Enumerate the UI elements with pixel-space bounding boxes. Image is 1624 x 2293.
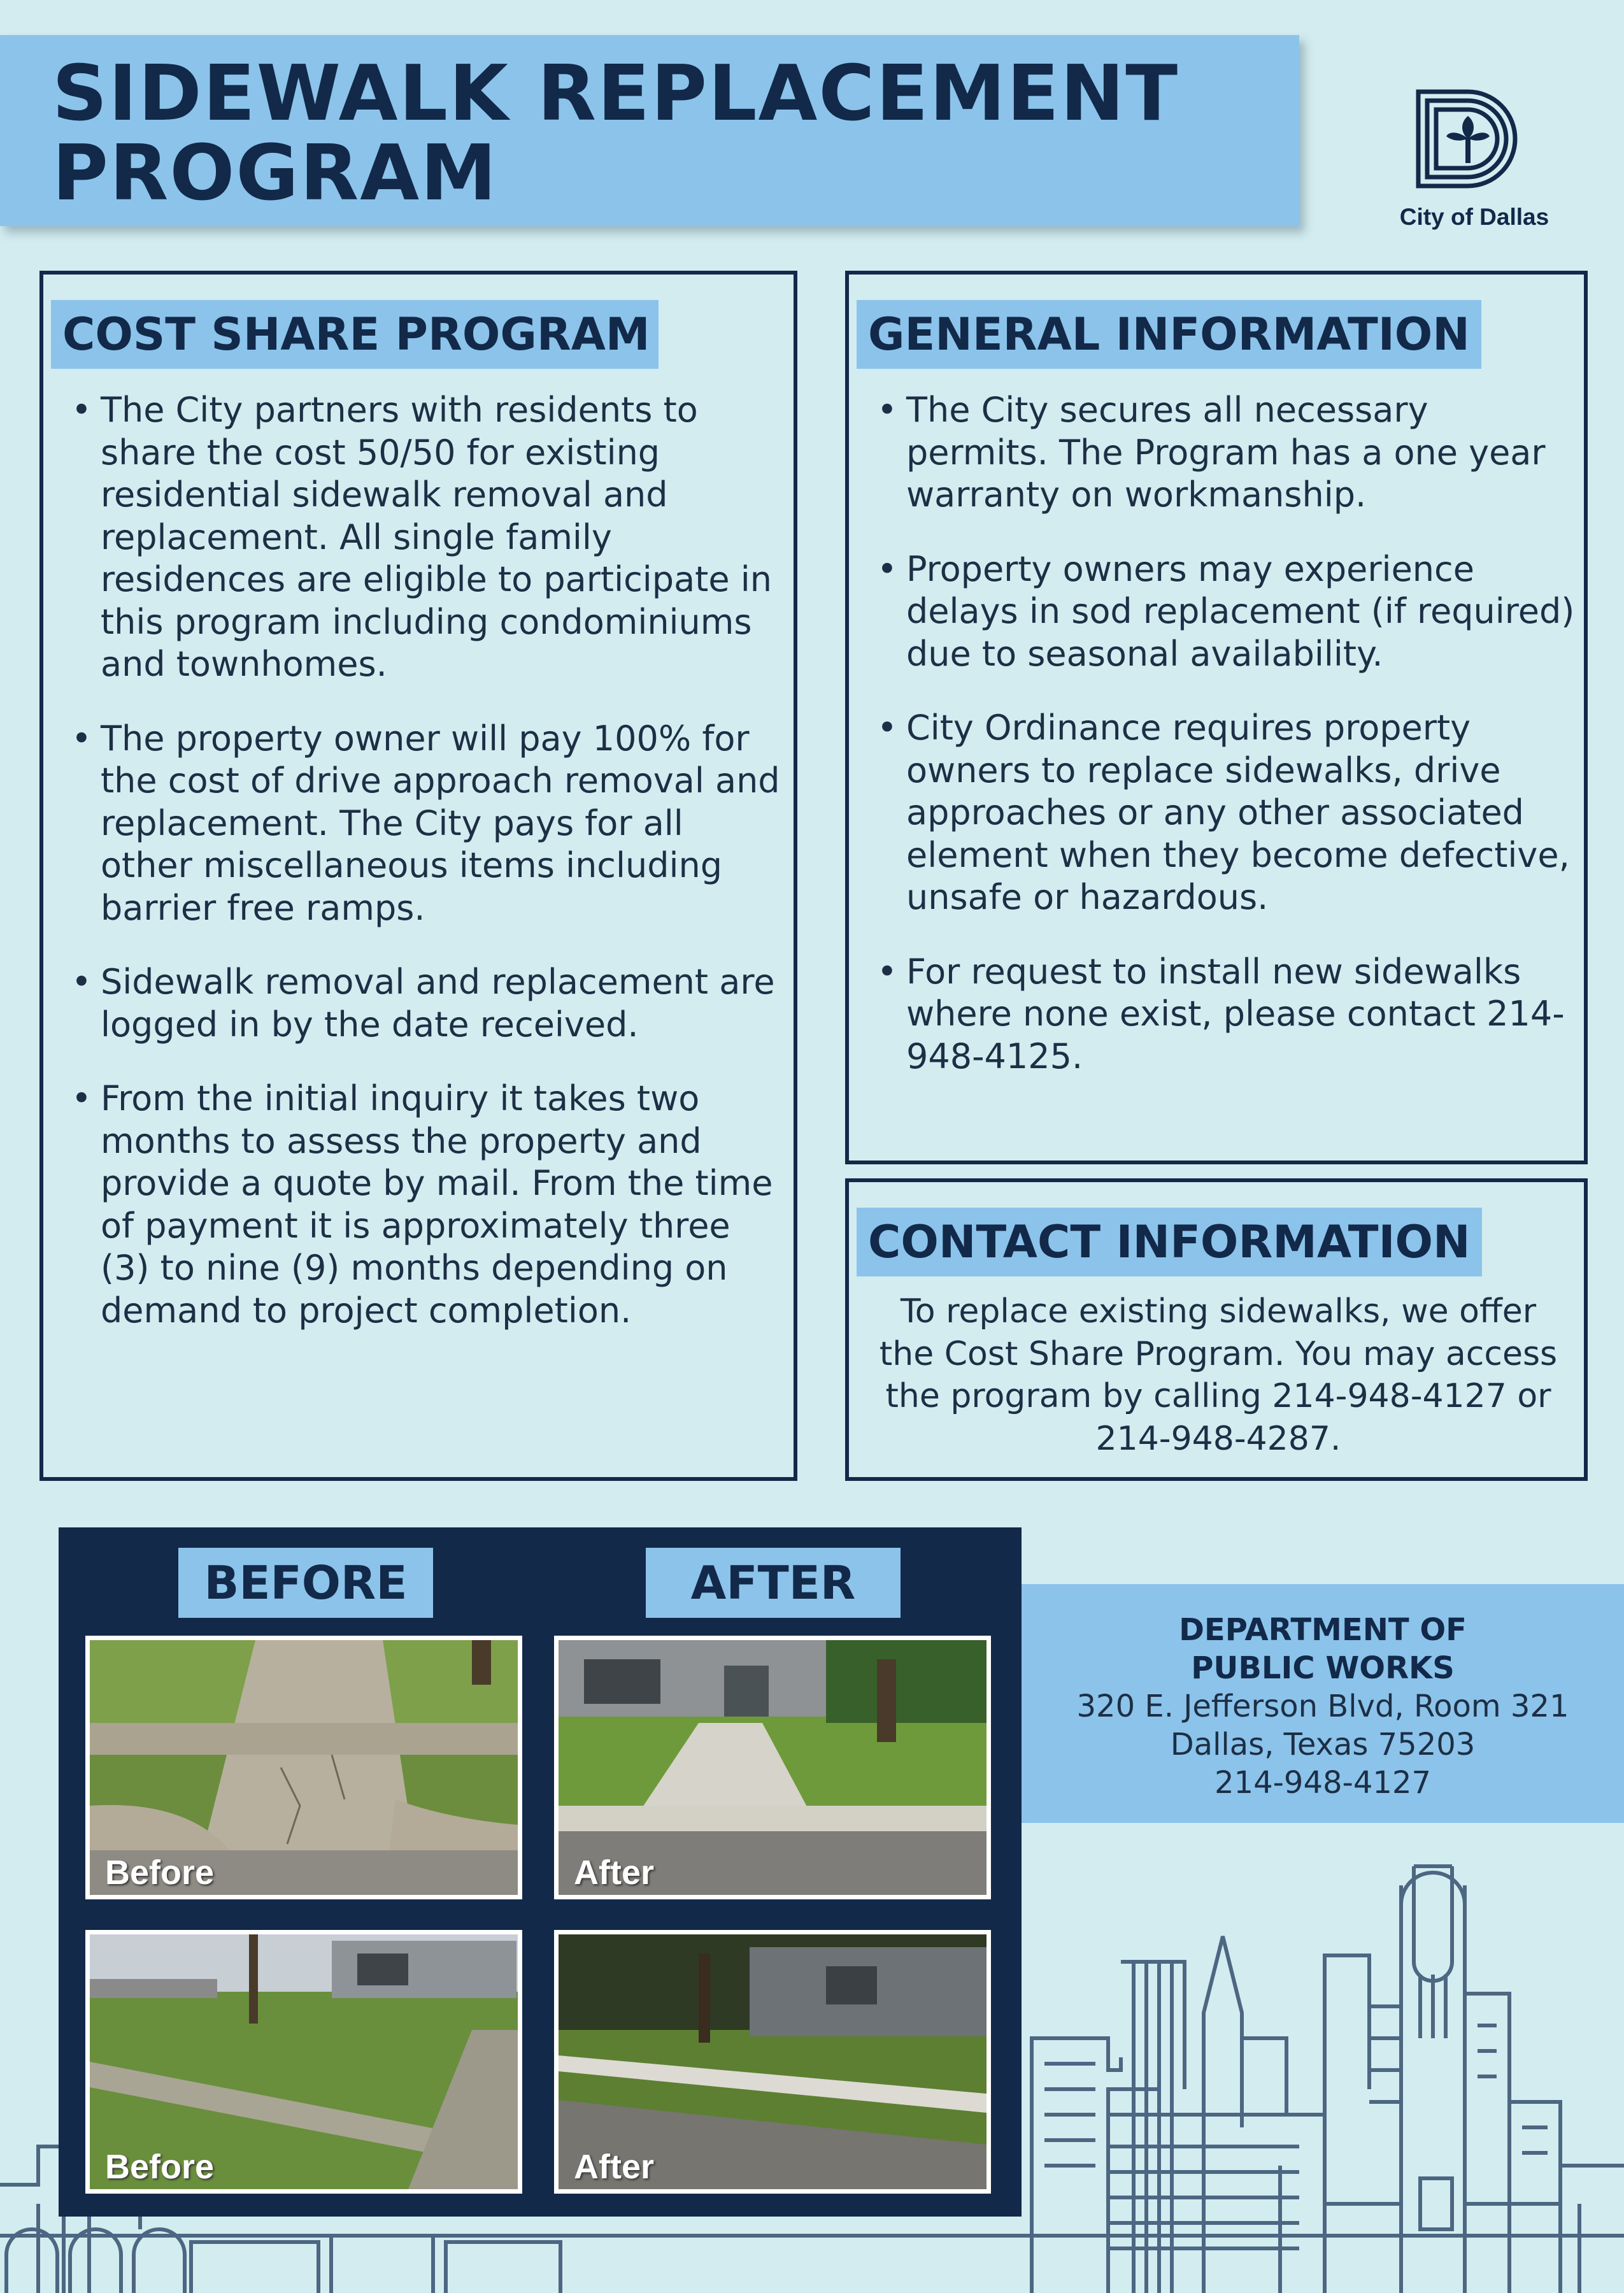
department-name-line-1: DEPARTMENT OF <box>1179 1612 1467 1648</box>
cost-share-list <box>71 389 783 1364</box>
department-address-line-2: Dallas, Texas 75203 <box>1170 1727 1476 1762</box>
title-line-1: SIDEWALK REPLACEMENT <box>52 50 1179 138</box>
general-info-heading: GENERAL INFORMATION <box>857 300 1481 369</box>
city-of-dallas-logo <box>1398 83 1551 242</box>
photo-caption: Before <box>105 2148 215 2186</box>
contact-info-section <box>845 1178 1588 1481</box>
list-item: • City Ordinance requires property owners to replace sidewalks, drive approaches or any other associated element when they become defective, unsafe or hazardous. <box>877 707 1578 919</box>
list-item: • The City secures all necessary permits. The Program has a one year warranty on workmanship. <box>877 389 1578 517</box>
general-info-list <box>877 389 1578 1110</box>
list-item: • Sidewalk removal and replacement are logged in by the date received. <box>71 961 783 1046</box>
after-photo-1 <box>554 1636 991 1899</box>
department-name <box>1022 1611 1624 1687</box>
list-item: • The City partners with residents to share the cost 50/50 for existing residential sidewalk removal and replacement. All single family residences are eligible to participate in this program including condominiums and townhomes. <box>71 389 783 686</box>
after-photo-2 <box>554 1930 991 2194</box>
list-item: • From the initial inquiry it takes two months to assess the property and provide a quote by mail. From the time of payment it is approximately three (3) to nine (9) months depending on demand to project completion. <box>71 1078 783 1332</box>
logo-caption: City of Dallas <box>1399 204 1549 230</box>
list-item: • For request to install new sidewalks where none exist, please contact 214-948-4125. <box>877 951 1578 1078</box>
page-title <box>52 50 1179 218</box>
after-column-label: AFTER <box>646 1548 901 1618</box>
department-info <box>1022 1584 1624 1823</box>
photo-caption: After <box>574 1854 655 1892</box>
before-after-photo-panel <box>59 1527 1022 2217</box>
contact-info-heading: CONTACT INFORMATION <box>857 1208 1482 1276</box>
list-item: • The property owner will pay 100% for the cost of drive approach removal and replacement. The City pays for all other miscellaneous items including barrier free ramps. <box>71 718 783 930</box>
department-phone: 214-948-4127 <box>1214 1765 1432 1801</box>
before-photo-2 <box>85 1930 522 2194</box>
title-line-2: PROGRAM <box>52 129 498 218</box>
general-info-section <box>845 271 1588 1164</box>
cost-share-section <box>39 271 797 1481</box>
contact-text: To replace existing sidewalks, we offer the Cost Share Program. You may access the program by calling 214-948-4127 or 214-948-4287. <box>879 1292 1558 1458</box>
photo-caption: Before <box>105 1854 215 1892</box>
photo-caption: After <box>574 2148 655 2186</box>
before-photo-1 <box>85 1636 522 1899</box>
department-name-line-2: PUBLIC WORKS <box>1191 1650 1455 1686</box>
cost-share-heading: COST SHARE PROGRAM <box>51 300 659 369</box>
list-item: • Property owners may experience delays in sod replacement (if required) due to seasonal availability. <box>877 548 1578 676</box>
title-banner <box>0 35 1299 226</box>
department-address-line-1: 320 E. Jefferson Blvd, Room 321 <box>1076 1689 1569 1724</box>
dallas-d-logo-icon <box>1398 83 1551 201</box>
before-column-label: BEFORE <box>178 1548 433 1618</box>
